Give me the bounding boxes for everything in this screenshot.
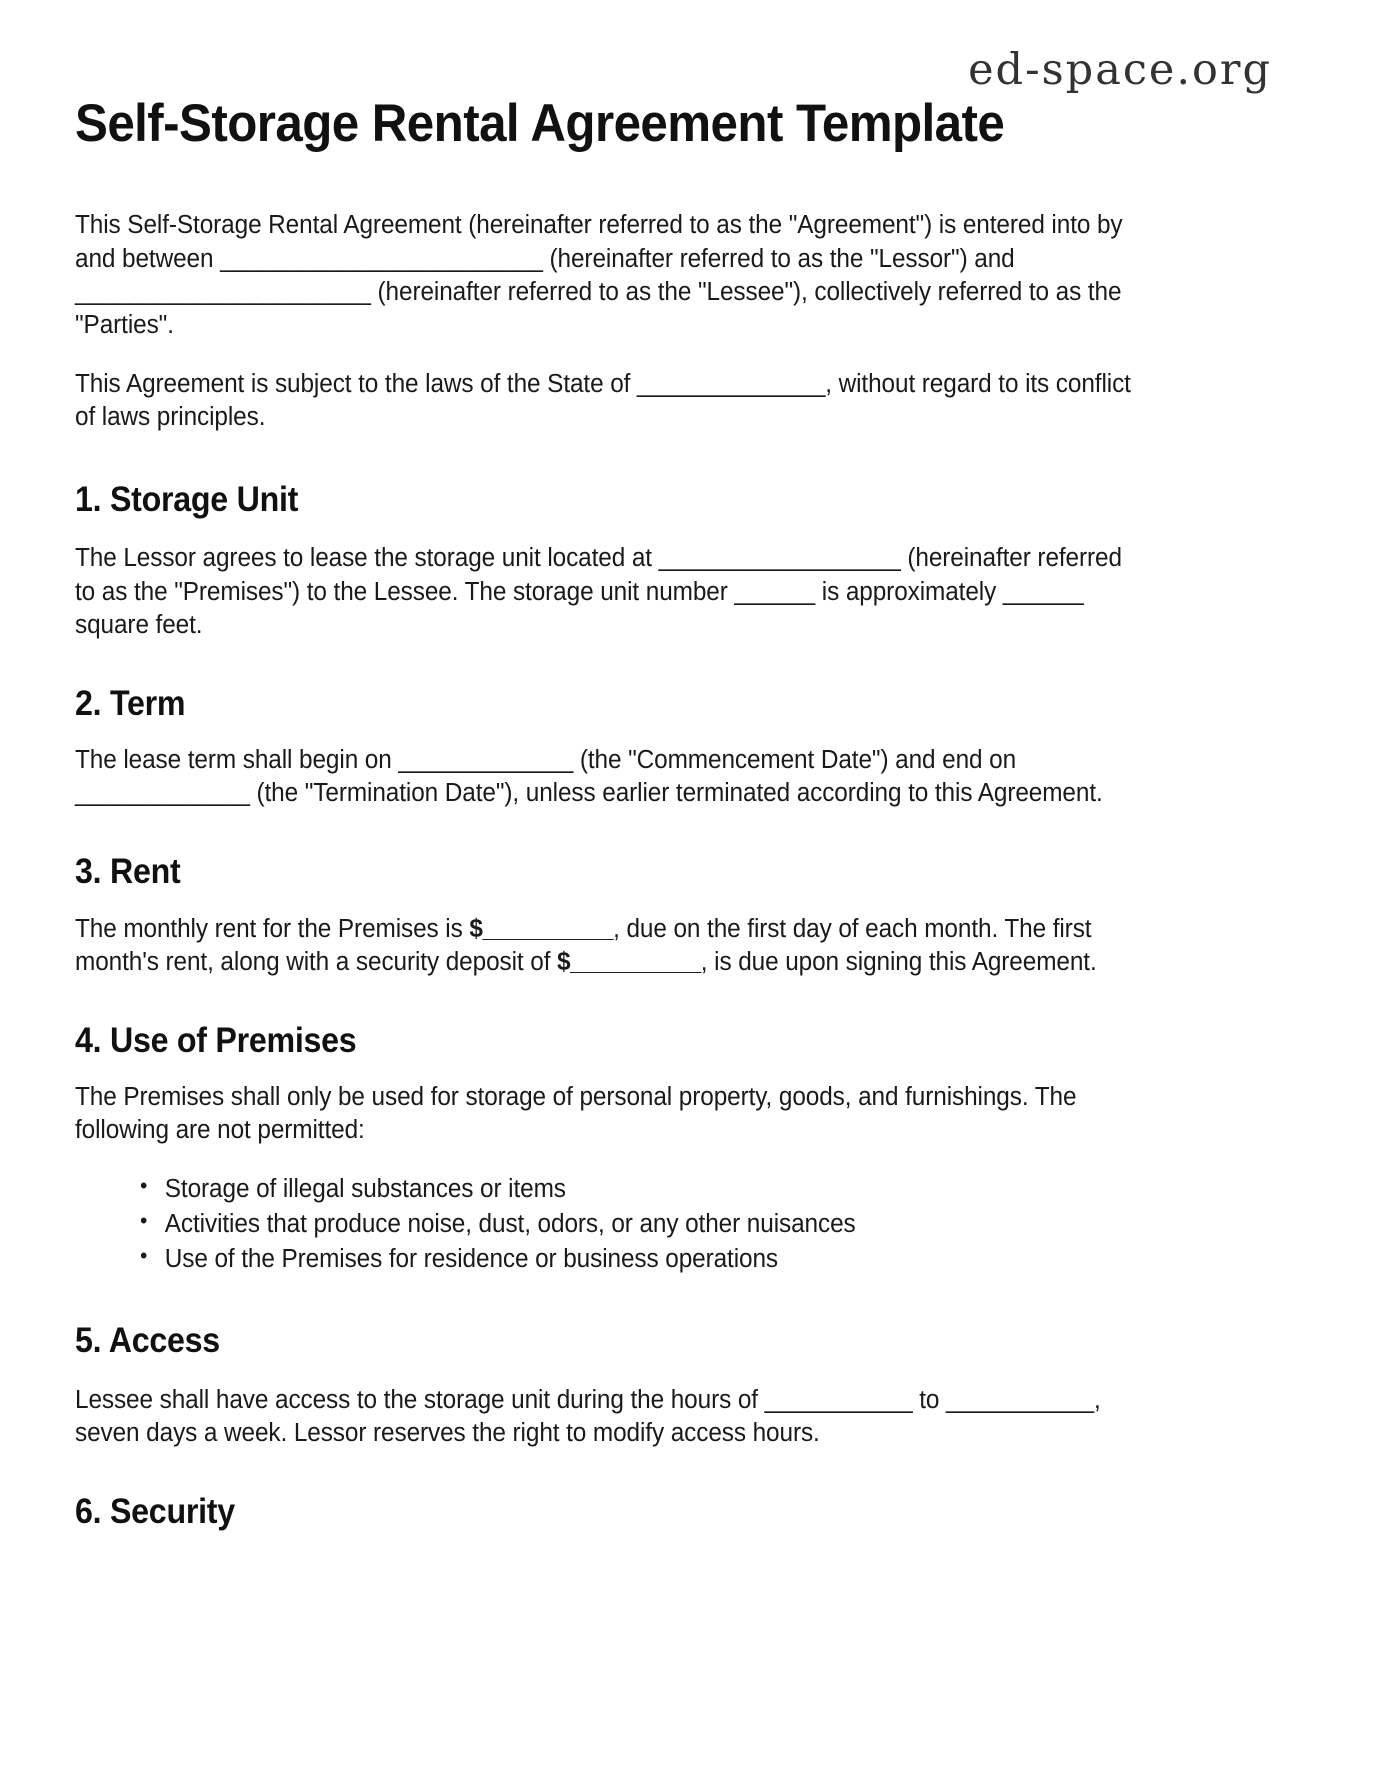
section-body-5: Lessee shall have access to the storage unit during the hours of ___________ to ___________, seven days a week. Lessor reserves the right to modify access hours. bbox=[75, 1385, 1101, 1447]
section-body-3 bbox=[75, 913, 1135, 979]
list-item: • Activities that produce noise, dust, odors, or any other nuisances bbox=[140, 1208, 1239, 1241]
section-body-4: The Premises shall only be used for storage of personal property, goods, and furnishings. The following are not permitted: bbox=[75, 1083, 1077, 1145]
rent-amount-blank: $__________ bbox=[469, 914, 614, 943]
section-rent bbox=[75, 852, 1294, 892]
rent-text-3: , is due upon signing this Agreement. bbox=[700, 947, 1097, 976]
prohibited-items-list bbox=[75, 1173, 1239, 1275]
site-logo-row bbox=[75, 0, 1294, 95]
section-term bbox=[75, 684, 1294, 724]
rent-text-1: The monthly rent for the Premises is bbox=[75, 914, 470, 943]
intro-block bbox=[75, 209, 1294, 434]
deposit-amount-blank: $__________ bbox=[557, 947, 701, 976]
site-logo[interactable]: ed-space.org bbox=[968, 45, 1272, 95]
list-item: • Use of the Premises for residence or business operations bbox=[140, 1243, 1239, 1276]
section-security bbox=[75, 1492, 1294, 1532]
page-title: Self-Storage Rental Agreement Template bbox=[75, 94, 1005, 153]
section-heading-2: 2. Term bbox=[75, 683, 186, 723]
section-access bbox=[75, 1321, 1294, 1361]
intro-paragraph-1: This Self-Storage Rental Agreement (hereinafter referred to as the "Agreement") is entered into by and between ________________________ (hereinafter referred to as the "Lessor") and ______________________ (hereinafter referred to as the "Lessee"), collectively referred to as the "Parties". bbox=[75, 211, 1123, 339]
section-heading-5: 5. Access bbox=[75, 1321, 220, 1361]
intro-paragraph-2: This Agreement is subject to the laws of the State of ______________, without regard to its conflict of laws principles. bbox=[75, 369, 1131, 432]
rent-text-2: , due on the first day of each month. The first month's rent, along with a security deposit of bbox=[75, 914, 1092, 976]
section-body-1: The Lessor agrees to lease the storage unit located at __________________ (hereinafter referred to as the "Premises") to the Lessee. The storage unit number ______ is approximately ______ square feet. bbox=[75, 544, 1122, 639]
section-heading-1: 1. Storage Unit bbox=[75, 480, 299, 520]
section-body-2: The lease term shall begin on _____________ (the "Commencement Date") and end on _____________ (the "Termination Date"), unless earlier terminated according to this Agreement. bbox=[75, 746, 1103, 808]
section-storage-unit bbox=[75, 480, 1294, 520]
section-use-of-premises bbox=[75, 1021, 1294, 1061]
section-heading-4: 4. Use of Premises bbox=[75, 1020, 357, 1060]
section-heading-3: 3. Rent bbox=[75, 852, 181, 892]
section-heading-6: 6. Security bbox=[75, 1491, 235, 1531]
list-item: • Storage of illegal substances or items bbox=[140, 1173, 1239, 1206]
